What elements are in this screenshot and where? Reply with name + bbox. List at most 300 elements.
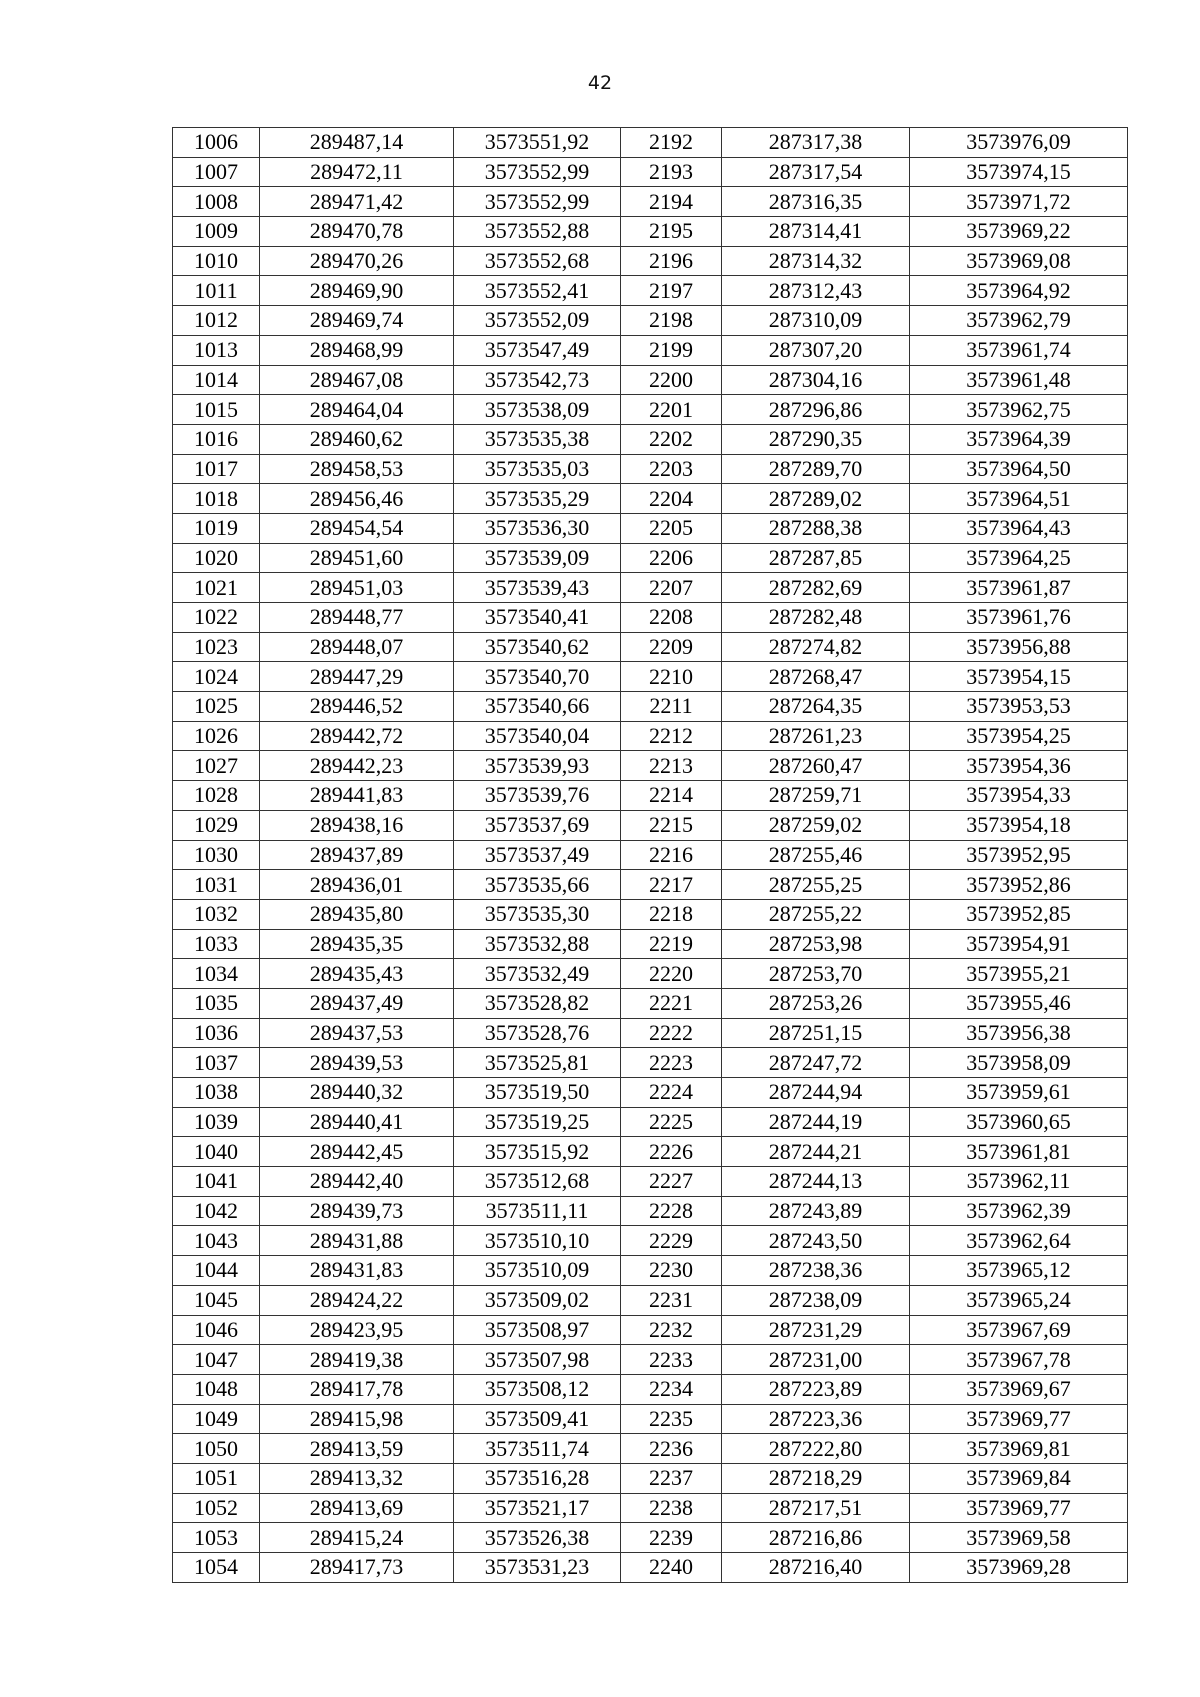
x-coordinate-right: 287310,09 [722, 306, 910, 336]
x-coordinate-right: 287243,89 [722, 1196, 910, 1226]
coordinates-table-body [173, 128, 1128, 1583]
y-coordinate-left: 3573528,82 [454, 988, 621, 1018]
x-coordinate-left: 289451,60 [260, 543, 454, 573]
point-number-left: 1042 [173, 1196, 260, 1226]
point-number-left: 1033 [173, 929, 260, 959]
y-coordinate-right: 3573964,50 [910, 454, 1128, 484]
x-coordinate-right: 287317,38 [722, 128, 910, 158]
point-number-left: 1029 [173, 810, 260, 840]
x-coordinate-right: 287244,13 [722, 1167, 910, 1197]
y-coordinate-left: 3573540,04 [454, 721, 621, 751]
y-coordinate-right: 3573960,65 [910, 1107, 1128, 1137]
table-row [173, 959, 1128, 989]
table-row [173, 1315, 1128, 1345]
point-number-left: 1039 [173, 1107, 260, 1137]
table-row [173, 781, 1128, 811]
x-coordinate-left: 289413,32 [260, 1463, 454, 1493]
y-coordinate-left: 3573509,02 [454, 1285, 621, 1315]
point-number-right: 2216 [621, 840, 722, 870]
y-coordinate-left: 3573526,38 [454, 1523, 621, 1553]
x-coordinate-left: 289415,98 [260, 1404, 454, 1434]
x-coordinate-left: 289448,77 [260, 603, 454, 633]
x-coordinate-left: 289487,14 [260, 128, 454, 158]
y-coordinate-right: 3573961,76 [910, 603, 1128, 633]
y-coordinate-right: 3573954,15 [910, 662, 1128, 692]
table-row [173, 1553, 1128, 1583]
point-number-left: 1021 [173, 573, 260, 603]
x-coordinate-right: 287247,72 [722, 1048, 910, 1078]
point-number-right: 2207 [621, 573, 722, 603]
point-number-right: 2193 [621, 157, 722, 187]
x-coordinate-right: 287253,26 [722, 988, 910, 1018]
x-coordinate-left: 289413,59 [260, 1434, 454, 1464]
y-coordinate-right: 3573953,53 [910, 692, 1128, 722]
x-coordinate-right: 287243,50 [722, 1226, 910, 1256]
y-coordinate-right: 3573954,91 [910, 929, 1128, 959]
point-number-right: 2213 [621, 751, 722, 781]
y-coordinate-left: 3573525,81 [454, 1048, 621, 1078]
table-row [173, 335, 1128, 365]
table-row [173, 306, 1128, 336]
y-coordinate-left: 3573509,41 [454, 1404, 621, 1434]
y-coordinate-left: 3573538,09 [454, 395, 621, 425]
point-number-left: 1020 [173, 543, 260, 573]
x-coordinate-right: 287244,21 [722, 1137, 910, 1167]
x-coordinate-left: 289417,73 [260, 1553, 454, 1583]
y-coordinate-left: 3573508,12 [454, 1374, 621, 1404]
x-coordinate-left: 289423,95 [260, 1315, 454, 1345]
x-coordinate-left: 289437,89 [260, 840, 454, 870]
y-coordinate-right: 3573961,87 [910, 573, 1128, 603]
table-row [173, 365, 1128, 395]
point-number-right: 2225 [621, 1107, 722, 1137]
table-row [173, 276, 1128, 306]
point-number-left: 1012 [173, 306, 260, 336]
point-number-right: 2230 [621, 1256, 722, 1286]
point-number-left: 1046 [173, 1315, 260, 1345]
y-coordinate-left: 3573535,66 [454, 870, 621, 900]
point-number-right: 2235 [621, 1404, 722, 1434]
y-coordinate-left: 3573516,28 [454, 1463, 621, 1493]
x-coordinate-left: 289469,74 [260, 306, 454, 336]
x-coordinate-left: 289435,35 [260, 929, 454, 959]
x-coordinate-left: 289424,22 [260, 1285, 454, 1315]
table-row [173, 1256, 1128, 1286]
y-coordinate-right: 3573969,58 [910, 1523, 1128, 1553]
coordinates-table [172, 127, 1128, 1583]
table-row [173, 128, 1128, 158]
y-coordinate-left: 3573508,97 [454, 1315, 621, 1345]
x-coordinate-right: 287296,86 [722, 395, 910, 425]
x-coordinate-right: 287244,19 [722, 1107, 910, 1137]
point-number-left: 1031 [173, 870, 260, 900]
y-coordinate-right: 3573954,18 [910, 810, 1128, 840]
y-coordinate-right: 3573964,92 [910, 276, 1128, 306]
point-number-left: 1038 [173, 1078, 260, 1108]
point-number-left: 1034 [173, 959, 260, 989]
x-coordinate-left: 289446,52 [260, 692, 454, 722]
x-coordinate-left: 289451,03 [260, 573, 454, 603]
x-coordinate-left: 289435,80 [260, 899, 454, 929]
x-coordinate-left: 289438,16 [260, 810, 454, 840]
point-number-left: 1006 [173, 128, 260, 158]
point-number-left: 1018 [173, 484, 260, 514]
y-coordinate-left: 3573535,03 [454, 454, 621, 484]
point-number-right: 2233 [621, 1345, 722, 1375]
x-coordinate-right: 287216,40 [722, 1553, 910, 1583]
y-coordinate-left: 3573551,92 [454, 128, 621, 158]
table-row [173, 1523, 1128, 1553]
x-coordinate-left: 289470,78 [260, 217, 454, 247]
y-coordinate-left: 3573552,99 [454, 157, 621, 187]
x-coordinate-right: 287268,47 [722, 662, 910, 692]
table-row [173, 157, 1128, 187]
x-coordinate-right: 287217,51 [722, 1493, 910, 1523]
point-number-left: 1044 [173, 1256, 260, 1286]
x-coordinate-right: 287223,36 [722, 1404, 910, 1434]
y-coordinate-right: 3573969,22 [910, 217, 1128, 247]
x-coordinate-left: 289440,41 [260, 1107, 454, 1137]
point-number-left: 1028 [173, 781, 260, 811]
y-coordinate-left: 3573511,74 [454, 1434, 621, 1464]
y-coordinate-right: 3573954,36 [910, 751, 1128, 781]
point-number-right: 2214 [621, 781, 722, 811]
x-coordinate-right: 287255,46 [722, 840, 910, 870]
y-coordinate-right: 3573969,28 [910, 1553, 1128, 1583]
point-number-left: 1041 [173, 1167, 260, 1197]
point-number-right: 2239 [621, 1523, 722, 1553]
table-row [173, 543, 1128, 573]
y-coordinate-left: 3573536,30 [454, 513, 621, 543]
point-number-right: 2194 [621, 187, 722, 217]
table-row [173, 1018, 1128, 1048]
y-coordinate-left: 3573512,68 [454, 1167, 621, 1197]
table-row [173, 603, 1128, 633]
point-number-left: 1030 [173, 840, 260, 870]
x-coordinate-right: 287216,86 [722, 1523, 910, 1553]
point-number-left: 1019 [173, 513, 260, 543]
y-coordinate-right: 3573954,33 [910, 781, 1128, 811]
point-number-right: 2202 [621, 424, 722, 454]
point-number-left: 1052 [173, 1493, 260, 1523]
table-row [173, 692, 1128, 722]
point-number-right: 2232 [621, 1315, 722, 1345]
x-coordinate-left: 289464,04 [260, 395, 454, 425]
y-coordinate-left: 3573535,30 [454, 899, 621, 929]
x-coordinate-left: 289472,11 [260, 157, 454, 187]
point-number-right: 2228 [621, 1196, 722, 1226]
y-coordinate-right: 3573974,15 [910, 157, 1128, 187]
point-number-right: 2209 [621, 632, 722, 662]
y-coordinate-right: 3573961,81 [910, 1137, 1128, 1167]
table-row [173, 632, 1128, 662]
point-number-right: 2208 [621, 603, 722, 633]
x-coordinate-right: 287259,02 [722, 810, 910, 840]
x-coordinate-right: 287264,35 [722, 692, 910, 722]
page-number: 42 [587, 72, 613, 94]
x-coordinate-right: 287274,82 [722, 632, 910, 662]
y-coordinate-right: 3573955,21 [910, 959, 1128, 989]
y-coordinate-left: 3573539,93 [454, 751, 621, 781]
x-coordinate-left: 289467,08 [260, 365, 454, 395]
x-coordinate-right: 287253,98 [722, 929, 910, 959]
y-coordinate-right: 3573959,61 [910, 1078, 1128, 1108]
y-coordinate-left: 3573552,68 [454, 246, 621, 276]
y-coordinate-left: 3573507,98 [454, 1345, 621, 1375]
x-coordinate-left: 289471,42 [260, 187, 454, 217]
point-number-left: 1026 [173, 721, 260, 751]
point-number-left: 1016 [173, 424, 260, 454]
y-coordinate-left: 3573547,49 [454, 335, 621, 365]
y-coordinate-right: 3573962,64 [910, 1226, 1128, 1256]
x-coordinate-right: 287259,71 [722, 781, 910, 811]
y-coordinate-right: 3573967,69 [910, 1315, 1128, 1345]
table-row [173, 424, 1128, 454]
point-number-right: 2229 [621, 1226, 722, 1256]
point-number-left: 1009 [173, 217, 260, 247]
y-coordinate-right: 3573969,77 [910, 1404, 1128, 1434]
x-coordinate-left: 289437,49 [260, 988, 454, 1018]
x-coordinate-right: 287316,35 [722, 187, 910, 217]
table-row [173, 1196, 1128, 1226]
point-number-left: 1010 [173, 246, 260, 276]
point-number-left: 1015 [173, 395, 260, 425]
y-coordinate-right: 3573965,12 [910, 1256, 1128, 1286]
table-row [173, 870, 1128, 900]
table-row [173, 484, 1128, 514]
x-coordinate-left: 289456,46 [260, 484, 454, 514]
y-coordinate-right: 3573969,08 [910, 246, 1128, 276]
y-coordinate-right: 3573976,09 [910, 128, 1128, 158]
x-coordinate-right: 287304,16 [722, 365, 910, 395]
x-coordinate-left: 289431,88 [260, 1226, 454, 1256]
x-coordinate-left: 289435,43 [260, 959, 454, 989]
point-number-right: 2201 [621, 395, 722, 425]
point-number-right: 2219 [621, 929, 722, 959]
y-coordinate-right: 3573952,95 [910, 840, 1128, 870]
y-coordinate-right: 3573964,39 [910, 424, 1128, 454]
x-coordinate-left: 289431,83 [260, 1256, 454, 1286]
point-number-left: 1027 [173, 751, 260, 781]
table-row [173, 1434, 1128, 1464]
y-coordinate-left: 3573532,88 [454, 929, 621, 959]
y-coordinate-left: 3573519,25 [454, 1107, 621, 1137]
x-coordinate-left: 289442,40 [260, 1167, 454, 1197]
y-coordinate-right: 3573961,74 [910, 335, 1128, 365]
x-coordinate-right: 287317,54 [722, 157, 910, 187]
point-number-left: 1048 [173, 1374, 260, 1404]
table-row [173, 217, 1128, 247]
x-coordinate-left: 289469,90 [260, 276, 454, 306]
x-coordinate-left: 289442,23 [260, 751, 454, 781]
table-row [173, 573, 1128, 603]
table-row [173, 1345, 1128, 1375]
x-coordinate-right: 287255,22 [722, 899, 910, 929]
y-coordinate-left: 3573552,99 [454, 187, 621, 217]
y-coordinate-right: 3573952,86 [910, 870, 1128, 900]
point-number-right: 2200 [621, 365, 722, 395]
y-coordinate-right: 3573967,78 [910, 1345, 1128, 1375]
y-coordinate-right: 3573964,25 [910, 543, 1128, 573]
point-number-right: 2205 [621, 513, 722, 543]
point-number-left: 1011 [173, 276, 260, 306]
x-coordinate-right: 287244,94 [722, 1078, 910, 1108]
table-row [173, 1226, 1128, 1256]
y-coordinate-left: 3573552,41 [454, 276, 621, 306]
x-coordinate-right: 287290,35 [722, 424, 910, 454]
point-number-right: 2212 [621, 721, 722, 751]
x-coordinate-right: 287287,85 [722, 543, 910, 573]
point-number-left: 1007 [173, 157, 260, 187]
x-coordinate-left: 289448,07 [260, 632, 454, 662]
x-coordinate-left: 289413,69 [260, 1493, 454, 1523]
table-row [173, 246, 1128, 276]
y-coordinate-left: 3573552,09 [454, 306, 621, 336]
y-coordinate-right: 3573956,88 [910, 632, 1128, 662]
x-coordinate-left: 289439,73 [260, 1196, 454, 1226]
point-number-right: 2211 [621, 692, 722, 722]
point-number-left: 1008 [173, 187, 260, 217]
point-number-left: 1049 [173, 1404, 260, 1434]
x-coordinate-right: 287238,36 [722, 1256, 910, 1286]
y-coordinate-right: 3573965,24 [910, 1285, 1128, 1315]
x-coordinate-right: 287282,48 [722, 603, 910, 633]
x-coordinate-right: 287253,70 [722, 959, 910, 989]
y-coordinate-left: 3573521,17 [454, 1493, 621, 1523]
point-number-left: 1047 [173, 1345, 260, 1375]
y-coordinate-right: 3573969,84 [910, 1463, 1128, 1493]
y-coordinate-right: 3573971,72 [910, 187, 1128, 217]
point-number-left: 1022 [173, 603, 260, 633]
x-coordinate-left: 289458,53 [260, 454, 454, 484]
y-coordinate-right: 3573964,43 [910, 513, 1128, 543]
x-coordinate-right: 287260,47 [722, 751, 910, 781]
x-coordinate-right: 287231,29 [722, 1315, 910, 1345]
point-number-left: 1032 [173, 899, 260, 929]
point-number-right: 2210 [621, 662, 722, 692]
y-coordinate-right: 3573964,51 [910, 484, 1128, 514]
table-row [173, 721, 1128, 751]
table-row [173, 988, 1128, 1018]
x-coordinate-left: 289470,26 [260, 246, 454, 276]
y-coordinate-right: 3573958,09 [910, 1048, 1128, 1078]
point-number-right: 2237 [621, 1463, 722, 1493]
x-coordinate-right: 287223,89 [722, 1374, 910, 1404]
y-coordinate-left: 3573537,49 [454, 840, 621, 870]
point-number-left: 1045 [173, 1285, 260, 1315]
x-coordinate-left: 289419,38 [260, 1345, 454, 1375]
x-coordinate-left: 289417,78 [260, 1374, 454, 1404]
x-coordinate-left: 289442,72 [260, 721, 454, 751]
point-number-right: 2203 [621, 454, 722, 484]
x-coordinate-left: 289415,24 [260, 1523, 454, 1553]
y-coordinate-left: 3573539,43 [454, 573, 621, 603]
table-row [173, 810, 1128, 840]
y-coordinate-left: 3573528,76 [454, 1018, 621, 1048]
point-number-right: 2238 [621, 1493, 722, 1523]
point-number-right: 2234 [621, 1374, 722, 1404]
point-number-left: 1036 [173, 1018, 260, 1048]
y-coordinate-left: 3573540,66 [454, 692, 621, 722]
y-coordinate-right: 3573969,67 [910, 1374, 1128, 1404]
y-coordinate-right: 3573955,46 [910, 988, 1128, 1018]
x-coordinate-left: 289460,62 [260, 424, 454, 454]
y-coordinate-right: 3573961,48 [910, 365, 1128, 395]
y-coordinate-left: 3573519,50 [454, 1078, 621, 1108]
point-number-right: 2226 [621, 1137, 722, 1167]
x-coordinate-left: 289437,53 [260, 1018, 454, 1048]
x-coordinate-left: 289447,29 [260, 662, 454, 692]
y-coordinate-right: 3573954,25 [910, 721, 1128, 751]
table-row [173, 1167, 1128, 1197]
point-number-left: 1013 [173, 335, 260, 365]
x-coordinate-right: 287282,69 [722, 573, 910, 603]
point-number-right: 2222 [621, 1018, 722, 1048]
y-coordinate-right: 3573969,81 [910, 1434, 1128, 1464]
table-row [173, 662, 1128, 692]
point-number-right: 2221 [621, 988, 722, 1018]
point-number-right: 2223 [621, 1048, 722, 1078]
x-coordinate-right: 287222,80 [722, 1434, 910, 1464]
x-coordinate-right: 287288,38 [722, 513, 910, 543]
table-row [173, 1493, 1128, 1523]
table-row [173, 1404, 1128, 1434]
point-number-left: 1050 [173, 1434, 260, 1464]
y-coordinate-right: 3573962,39 [910, 1196, 1128, 1226]
y-coordinate-left: 3573542,73 [454, 365, 621, 395]
point-number-right: 2195 [621, 217, 722, 247]
table-row [173, 929, 1128, 959]
point-number-right: 2220 [621, 959, 722, 989]
x-coordinate-right: 287231,00 [722, 1345, 910, 1375]
point-number-right: 2198 [621, 306, 722, 336]
x-coordinate-right: 287255,25 [722, 870, 910, 900]
table-row [173, 1137, 1128, 1167]
table-row [173, 1078, 1128, 1108]
y-coordinate-left: 3573515,92 [454, 1137, 621, 1167]
point-number-right: 2224 [621, 1078, 722, 1108]
y-coordinate-right: 3573969,77 [910, 1493, 1128, 1523]
x-coordinate-left: 289442,45 [260, 1137, 454, 1167]
y-coordinate-left: 3573540,41 [454, 603, 621, 633]
point-number-left: 1014 [173, 365, 260, 395]
x-coordinate-right: 287261,23 [722, 721, 910, 751]
y-coordinate-left: 3573552,88 [454, 217, 621, 247]
point-number-right: 2192 [621, 128, 722, 158]
point-number-left: 1054 [173, 1553, 260, 1583]
x-coordinate-right: 287314,32 [722, 246, 910, 276]
y-coordinate-right: 3573962,11 [910, 1167, 1128, 1197]
table-row [173, 1374, 1128, 1404]
point-number-right: 2236 [621, 1434, 722, 1464]
point-number-left: 1025 [173, 692, 260, 722]
x-coordinate-right: 287312,43 [722, 276, 910, 306]
point-number-left: 1051 [173, 1463, 260, 1493]
y-coordinate-right: 3573952,85 [910, 899, 1128, 929]
table-row [173, 1463, 1128, 1493]
table-row [173, 513, 1128, 543]
point-number-right: 2218 [621, 899, 722, 929]
y-coordinate-left: 3573539,09 [454, 543, 621, 573]
y-coordinate-left: 3573537,69 [454, 810, 621, 840]
y-coordinate-left: 3573510,09 [454, 1256, 621, 1286]
point-number-right: 2204 [621, 484, 722, 514]
table-row [173, 751, 1128, 781]
table-row [173, 187, 1128, 217]
y-coordinate-left: 3573535,38 [454, 424, 621, 454]
x-coordinate-right: 287314,41 [722, 217, 910, 247]
point-number-right: 2240 [621, 1553, 722, 1583]
